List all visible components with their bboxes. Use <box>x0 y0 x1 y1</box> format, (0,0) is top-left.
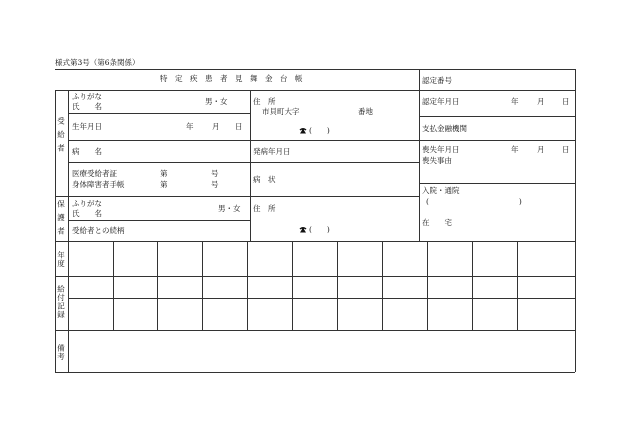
remarks-header: 備考 <box>56 344 66 361</box>
table-line <box>250 90 251 241</box>
hospital-label: 入院・通院 <box>422 186 460 195</box>
loss-date-label: 喪失年月日 <box>422 145 460 154</box>
table-line <box>55 241 575 242</box>
relationship-label: 受給者との続柄 <box>72 226 125 235</box>
disability-number-prefix: 第 <box>160 180 168 189</box>
disability-book-label: 身体障害者手帳 <box>72 180 125 189</box>
recipient-section-header: 受給者 <box>56 117 66 158</box>
phone-icon <box>299 127 307 134</box>
table-line <box>55 196 419 197</box>
table-line <box>419 69 420 241</box>
table-line <box>419 183 575 184</box>
table-line <box>472 241 473 330</box>
form-title: 特 定 疾 患 者 見 舞 金 台 帳 <box>160 74 303 83</box>
fiscal-year-header: 年度 <box>56 251 66 268</box>
table-line <box>68 113 250 114</box>
table-line <box>419 116 575 117</box>
table-line <box>292 241 293 330</box>
disease-name-label: 病 名 <box>72 147 102 156</box>
loss-year-unit: 年 <box>511 145 519 154</box>
table-line <box>68 220 250 221</box>
table-line <box>55 330 575 331</box>
table-left-border <box>55 90 56 372</box>
table-top-border <box>55 69 575 70</box>
recipient-gender-label: 男・女 <box>205 97 228 106</box>
table-line <box>68 90 69 372</box>
onset-date-label: 発病年月日 <box>253 147 291 156</box>
disability-number-suffix: 号 <box>211 180 219 189</box>
table-line <box>202 241 203 330</box>
loss-month-unit: 月 <box>537 145 545 154</box>
table-bottom-border <box>55 372 575 373</box>
table-line <box>337 241 338 330</box>
guardian-address-label: 住 所 <box>253 204 276 213</box>
recipient-name-label: 氏 名 <box>72 102 102 111</box>
table-line <box>113 241 114 330</box>
recipient-furigana-label: ふりがな <box>72 92 102 101</box>
hospital-detail-field: ( ) <box>426 197 522 206</box>
medical-cert-label: 医療受給者証 <box>72 169 117 178</box>
table-right-border <box>575 69 576 372</box>
certification-number-label: 認定番号 <box>422 76 452 85</box>
birth-day-unit: 日 <box>235 122 243 131</box>
guardian-phone-field: ( ) <box>309 225 330 234</box>
cert-month-unit: 月 <box>537 97 545 106</box>
birth-year-unit: 年 <box>186 122 194 131</box>
loss-reason-label: 喪失事由 <box>422 156 452 165</box>
at-home-label: 在 宅 <box>422 218 452 227</box>
table-line <box>68 298 575 299</box>
phone-icon <box>299 226 307 233</box>
cert-year-unit: 年 <box>511 97 519 106</box>
cert-date-label: 認定年月日 <box>422 97 460 106</box>
cert-day-unit: 日 <box>562 97 570 106</box>
banchi-label: 番地 <box>358 107 373 116</box>
table-line <box>55 276 575 277</box>
table-line <box>427 241 428 330</box>
guardian-gender-label: 男・女 <box>218 204 241 213</box>
table-line <box>517 241 518 330</box>
symptoms-label: 病 状 <box>253 175 276 184</box>
loss-day-unit: 日 <box>562 145 570 154</box>
medical-cert-number-suffix: 号 <box>211 169 219 178</box>
table-line <box>68 162 419 163</box>
payment-record-header: 給付記録 <box>56 285 66 319</box>
table-line <box>55 90 575 91</box>
table-line <box>68 140 575 141</box>
town-label: 市貝町大字 <box>262 107 300 116</box>
form-number-label: 様式第3号（第6条関係） <box>55 58 140 67</box>
guardian-furigana-label: ふりがな <box>72 199 102 208</box>
birthdate-label: 生年月日 <box>72 122 102 131</box>
guardian-section-header: 保護者 <box>56 200 66 241</box>
table-line <box>382 241 383 330</box>
table-line <box>157 241 158 330</box>
birth-month-unit: 月 <box>212 122 220 131</box>
medical-cert-number-prefix: 第 <box>160 169 168 178</box>
recipient-phone-field: ( ) <box>309 126 330 135</box>
recipient-address-label: 住 所 <box>253 97 276 106</box>
table-line <box>247 241 248 330</box>
guardian-name-label: 氏 名 <box>72 209 102 218</box>
bank-label: 支払金融機関 <box>422 124 467 133</box>
